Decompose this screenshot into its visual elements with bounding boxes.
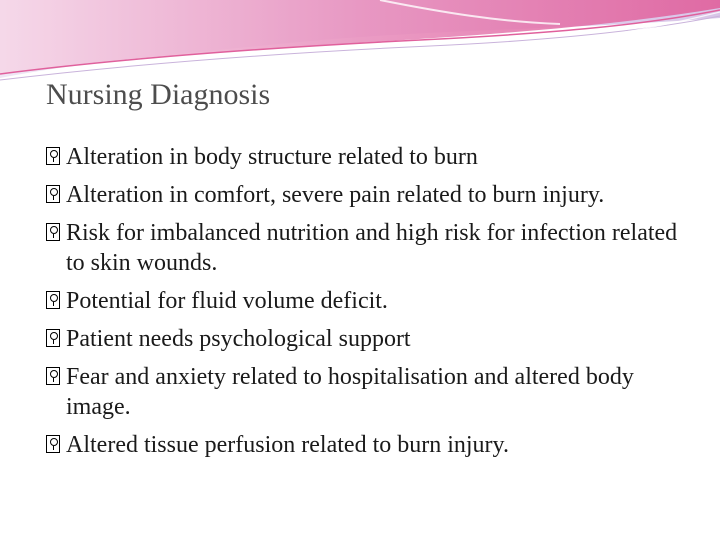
bullet-item [46, 180, 696, 210]
bullet-text: Altered tissue perfusion related to burn injury. [66, 432, 509, 458]
missing-glyph-icon [46, 185, 60, 203]
missing-glyph-icon [46, 435, 60, 453]
bullet-item [46, 362, 696, 422]
missing-glyph-icon [46, 223, 60, 241]
bullet-item [46, 286, 696, 316]
bullet-text: Risk for imbalanced nutrition and high risk for infection related to skin wounds. [66, 220, 678, 276]
bullet-text: Alteration in comfort, severe pain related to burn injury. [66, 182, 605, 208]
bullet-item [46, 430, 696, 460]
header-wave-pink [0, 0, 720, 74]
slide-title: Nursing Diagnosis [46, 78, 271, 111]
missing-glyph-icon [46, 329, 60, 347]
bullet-item [46, 142, 696, 172]
bullet-item [46, 324, 696, 354]
missing-glyph-icon [46, 367, 60, 385]
bullet-text: Alteration in body structure related to burn [66, 144, 478, 170]
bullet-text: Patient needs psychological support [66, 326, 411, 352]
header-decoration [0, 0, 720, 90]
bullet-list [46, 142, 696, 468]
missing-glyph-icon [46, 147, 60, 165]
bullet-item [46, 218, 696, 278]
missing-glyph-icon [46, 291, 60, 309]
bullet-text: Potential for fluid volume deficit. [66, 288, 388, 314]
bullet-text: Fear and anxiety related to hospitalisation and altered body image. [66, 364, 634, 420]
